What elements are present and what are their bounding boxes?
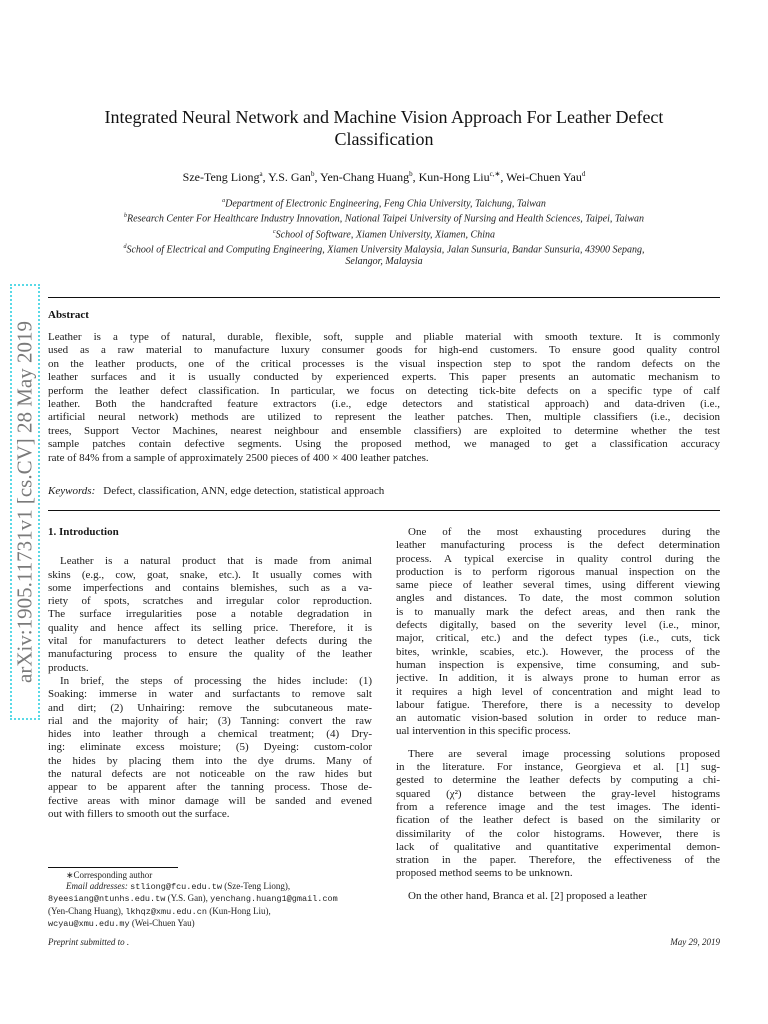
text-line: from a reference image and the test images. The identi- — [396, 800, 720, 813]
text-line: hides into leather through a chemical treatment; (4) Dry- — [48, 728, 372, 741]
text-line: is to manually mark the defect areas, and then rank the — [396, 605, 720, 618]
affiliation: $^a$Department of Electronic Engineering, Feng Chia University, Taichung, Taiwan — [222, 198, 546, 210]
keywords-list: Defect, classification, ANN, edge detection, statistical approach — [103, 485, 385, 497]
author: Y.S. Gan$^b$ — [268, 170, 315, 184]
abstract-line: artificial neural network) methods are utilized to represent the leather patches. Then, multiple classifiers (i.e., decision — [48, 411, 720, 424]
text-line: labour fatigue. Therefore, there is a necessity to develop — [396, 698, 720, 711]
abstract-line: perform the leather defect classification. In particular, we focus on detecting tick-bite defects on a specific type of calf — [48, 384, 720, 397]
abstract-text — [48, 331, 720, 465]
left-column — [48, 526, 372, 821]
paragraph — [396, 748, 720, 881]
abstract-line: on the leather products, one of the critical processes is the visual inspection step to spot the random defects on the — [48, 357, 720, 370]
text-line: products. — [48, 661, 89, 674]
text-line: the hides by placing them into the dye drums. Many of — [48, 754, 372, 767]
paragraph — [396, 890, 720, 903]
text-line: The surface irregularities pose a notable degradation in — [48, 608, 372, 621]
text-line: production is to perform rigorous manual inspection on the — [396, 565, 720, 578]
email-line: wcyau@xmu.edu.my (Wei-Chuen Yau) — [48, 917, 195, 929]
text-line: riety of spots, scratches and irregular color reproduction. — [48, 595, 372, 608]
text-line: Leather is a natural product that is made from animal — [60, 555, 372, 568]
text-line: some imperfections and contains blemishes, such as a va- — [48, 581, 372, 594]
abstract-line: trees, Support Vector Machines, nearest neighbour and ensemble classifiers) are exploited to determine whether the test — [48, 424, 720, 437]
text-line: On the other hand, Branca et al. [2] proposed a leather — [408, 889, 647, 902]
affiliations — [60, 195, 708, 268]
text-line: One of the most exhausting procedures during the — [408, 526, 720, 538]
text-line: leather manufacturing process is the defect determination — [396, 539, 720, 552]
text-line: ing: eliminate excess moisture; (5) Dyeing: custom-color — [48, 741, 372, 754]
author: Kun-Hong Liu$^{c,∗}$ — [418, 170, 501, 184]
abstract-line: rate of 84% from a sample of approximately 2500 pieces of 400 × 400 leather patches. — [48, 451, 429, 464]
footnotes — [48, 870, 378, 930]
text-line: In brief, the steps of processing the hides include: (1) — [60, 674, 372, 687]
text-line: ual intervention in this specific process. — [396, 725, 571, 738]
email-link[interactable]: stliong@fcu.edu.tw — [130, 882, 222, 893]
text-line: skins (e.g., cow, goat, snake, etc.). It usually comes with — [48, 568, 372, 581]
submission-date: May 29, 2019 — [670, 937, 720, 947]
email-line: (Yen-Chang Huang), lkhqz@xmu.edu.cn (Kun-Hong Liu), — [48, 905, 271, 917]
arxiv-stamp — [10, 284, 40, 720]
affiliation: $^c$School of Software, Xiamen University, Xiamen, China — [273, 228, 495, 240]
text-line: appear to be apparent after the tanning process. Those de- — [48, 781, 372, 794]
abstract-top-rule — [48, 297, 720, 298]
text-line: major, critical, etc.) and the defect types (i.e., cuts, tick — [396, 632, 720, 645]
right-column — [396, 526, 720, 903]
preprint-notice: Preprint submitted to . — [48, 937, 130, 947]
author: Yen-Chang Huang$^b$ — [320, 170, 413, 184]
corresponding-author-note: ∗Corresponding author — [66, 870, 153, 880]
author-list: Sze-Teng Liong$^a$, Y.S. Gan$^b$, Yen-Chang Huang$^b$, Kun-Hong Liu$^{c,∗}$, Wei-Chuen Yau$^d$ — [182, 170, 586, 184]
text-line: stration in the paper. Therefore, the effectiveness of the — [396, 854, 720, 867]
text-line: out with fillers to smooth out the surface. — [48, 807, 230, 820]
text-line: squared (χ²) distance between the gray-level histograms — [396, 787, 720, 800]
text-line: dissimilarity of the color histograms. However, there is — [396, 827, 720, 840]
text-line: fective areas with minor damage will be sanded and evened — [48, 794, 372, 807]
text-line: human inspection is expensive, time consuming, and sub- — [396, 658, 720, 671]
text-line: defects digitally, based on the severity level (i.e., minor, — [396, 619, 720, 632]
footnote-rule — [48, 867, 178, 868]
text-line: proposed method seems to be unknown. — [396, 867, 573, 880]
intro-paragraphs — [48, 555, 372, 821]
author: Sze-Teng Liong$^a$ — [182, 170, 263, 184]
text-line: vital for manufacturers to detect leather defects during the — [48, 635, 372, 648]
text-line: jective. In addition, it is always prone to human error as — [396, 672, 720, 685]
abstract-line: sample patches contain defective segments. Using the proposed method, we managed to get a classification accuracy — [48, 438, 720, 451]
abstract-line: leather. Both the handcrafted feature extractors (i.e., edge detectors and statistical approach) and data-driven (i.e., — [48, 398, 720, 411]
text-line: bites, wrinkle, scabies, etc.). However, the process of the — [396, 645, 720, 658]
abstract-heading: Abstract — [48, 309, 89, 321]
email-link[interactable]: 8yeesiang@ntunhs.edu.tw — [48, 894, 166, 905]
email-link[interactable]: yenchang.huang1@gmail.com — [210, 894, 338, 905]
paper-title — [60, 106, 708, 150]
text-line: and dirt; (2) Unhairing: remove the subcutaneous mate- — [48, 701, 372, 714]
email-line: Email addresses: stliong@fcu.edu.tw (Sze-Teng Liong), — [66, 881, 291, 893]
title-line: Classification — [334, 129, 434, 149]
text-line: rial and the majority of hair; (3) Tanning: convert the raw — [48, 714, 372, 727]
text-line: in the literature. For instance, Georgieva et al. [1] sug- — [396, 761, 720, 774]
text-line: fication of the leather defect is based on the similarity or — [396, 814, 720, 827]
arxiv-identifier: arXiv:1905.11731v1 [cs.CV] 28 May 2019 — [12, 320, 37, 684]
text-line: Soaking: immerse in water and surfactants to remove salt — [48, 688, 372, 701]
abstract-line: Leather is a type of natural, durable, flexible, soft, supple and pliable material with smooth texture. It is commonly — [48, 331, 720, 343]
text-line: it requires a high level of concentration and might lead to — [396, 685, 720, 698]
text-line: angles and distances. To date, the most common solution — [396, 592, 720, 605]
text-line: an automatic vision-based solution in order to reduce man- — [396, 712, 720, 725]
keywords-label: Keywords: — [48, 485, 96, 497]
abstract-bottom-rule — [48, 510, 720, 511]
text-line: There are several image processing solutions proposed — [408, 747, 720, 760]
email-line: 8yeesiang@ntunhs.edu.tw (Y.S. Gan), yenchang.huang1@gmail.com — [48, 893, 338, 905]
text-line: gested to determine the leather defects by computing a chi- — [396, 774, 720, 787]
abstract-line: used as a raw material to manufacture luxury consumer goods for high-end customers. To ensure good quality control — [48, 344, 720, 357]
affiliation: $^b$Research Center For Healthcare Industry Innovation, National Taipei University of Nursing and Health Sciences, Taipei, Taiwan — [123, 213, 644, 225]
text-line: lack of qualitative and quantitative experimental demon- — [396, 840, 720, 853]
paragraph — [396, 526, 720, 739]
text-line: same piece of leather several times, using different viewing — [396, 579, 720, 592]
email-link[interactable]: lkhqz@xmu.edu.cn — [125, 906, 207, 917]
abstract-line: leather surfaces and it is usually conducted by experienced experts. This paper presents an automatic mechanism to — [48, 371, 720, 384]
text-line: the natural defects are not noticeable on the raw hides but — [48, 768, 372, 781]
title-line: Integrated Neural Network and Machine Vision Approach For Leather Defect — [104, 107, 664, 127]
email-link[interactable]: wcyau@xmu.edu.my — [48, 918, 130, 929]
affiliation: $^d$School of Electrical and Computing Engineering, Xiamen University Malaysia, Jalan Sunsuria, Bandar Sunsuria, 43900 Sepang, — [123, 243, 645, 256]
text-line: manufacturing process to ensure the quality of the leather — [48, 648, 372, 661]
text-line: quality and hence affect its selling price. Therefore, it is — [48, 621, 372, 634]
affiliation: Selangor, Malaysia — [345, 256, 423, 268]
section-heading: 1. Introduction — [48, 526, 119, 538]
author: Wei-Chuen Yau$^d$ — [506, 170, 586, 184]
keywords — [48, 485, 720, 497]
text-line: process. A typical exercise in quality control during the — [396, 552, 720, 565]
